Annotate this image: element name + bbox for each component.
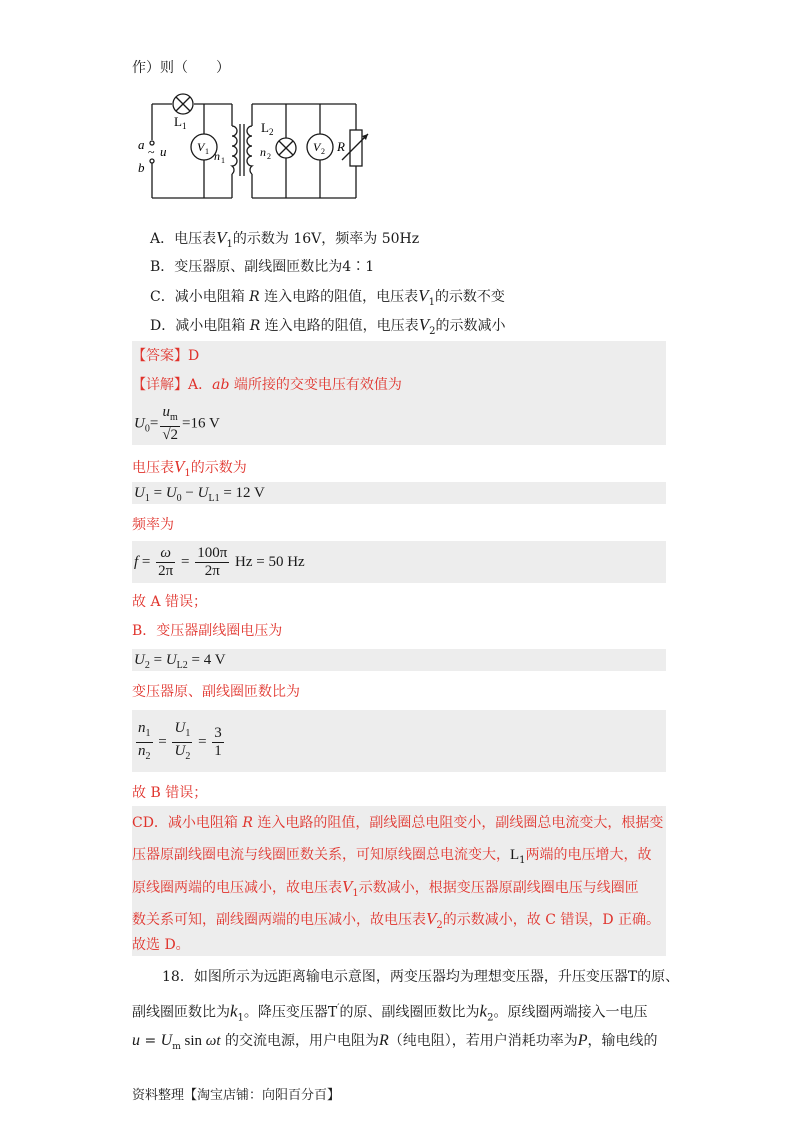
svg-text:1: 1 — [182, 121, 187, 131]
voltmeter-v1-label: V — [197, 140, 205, 154]
svg-text:1: 1 — [205, 147, 209, 156]
cd-line-2: 压器原副线圈电流与线圈匝数关系，可知原线圈总电流变大，$L_1$两端的电压增大，故 — [132, 847, 652, 866]
ac-symbol: ~ — [148, 145, 155, 159]
circuit-diagram — [130, 88, 370, 206]
question-fragment: 作）则（ ） — [132, 60, 230, 76]
question-18-line-1: 18．如图所示为远距离输电示意图，两变压器均为理想变压器，升压变压器T的原、 — [162, 969, 680, 985]
conclusion-a-wrong: 故 A 错误； — [132, 594, 208, 610]
option-a: A．电压表$V_1$的示数为 16V，频率为 50Hz — [150, 228, 420, 250]
frequency-label: 频率为 — [132, 517, 174, 533]
equation-frequency: f = $\frac{\omega}{2\pi}$ = $\frac{100\pi}{2\pi}$ Hz = 50 Hz — [134, 545, 305, 580]
svg-text:2: 2 — [321, 147, 325, 156]
equation-effective-voltage: $U_0=$ $\frac{u_m}{√2}$ =16 V — [134, 404, 220, 443]
terminal-a-label: a — [138, 137, 145, 152]
coil-n1-label: n — [214, 149, 220, 163]
v1-reading-label: 电压表$V_1$的示数为 — [132, 457, 247, 479]
option-d: D．减小电阻箱 R 连入电路的阻值，电压表$V_2$的示数减小 — [150, 315, 506, 337]
question-18-line-2: 副线圈匝数比为$k_1$。降压变压器T′的原、副线圈匝数比为$k_2$。原线圈两端接入一电压 — [132, 1001, 648, 1024]
equation-v1: $U_1 = U_0 - U_{L1} = 12$ V — [134, 485, 265, 504]
cd-line-4: 数关系可知，副线圈两端的电压减小，故电压表$V_2$的示数减小，故 C 错误，D 正确。 — [132, 909, 661, 931]
equation-turns-ratio: $\frac{n_1}{n_2}$ = $\frac{U_1}{U_2}$ = $\frac{3}{1}$ — [138, 720, 222, 762]
conclusion-b-wrong: 故 B 错误； — [132, 785, 208, 801]
question-18-line-3: $u = U_m$ sin ωt 的交流电源，用户电阻为R（纯电阻），若用户消耗功率为P，输电线的 — [132, 1032, 658, 1052]
cd-line-1: CD．减小电阻箱 R 连入电路的阻值，副线圈总电阻变小，副线圈总电流变大，根据变 — [132, 815, 664, 831]
svg-text:2: 2 — [269, 127, 274, 137]
cd-line-5: 故选 D。 — [132, 937, 190, 953]
svg-text:2: 2 — [267, 152, 271, 161]
detail-line: 【详解】A．ab 端所接的交变电压有效值为 — [132, 377, 402, 393]
cd-line-3: 原线圈两端的电压减小，故电压表$V_1$示数减小，根据变压器原副线圈电压与线圈匝 — [132, 877, 639, 899]
secondary-voltage-label: B．变压器副线圈电压为 — [132, 623, 283, 639]
svg-text:1: 1 — [221, 156, 225, 165]
coil-n2-label: n — [260, 145, 266, 159]
lamp-l1-label: L — [174, 114, 182, 129]
terminal-b-label: b — [138, 160, 145, 175]
footer-source: 资料整理【淘宝店铺：向阳百分百】 — [132, 1088, 341, 1103]
lamp-l2-label: L — [261, 120, 269, 135]
turns-ratio-label: 变压器原、副线圈匝数比为 — [132, 684, 300, 700]
resistor-r-label: R — [337, 139, 345, 154]
option-c: C．减小电阻箱 R 连入电路的阻值，电压表$V_1$的示数不变 — [150, 286, 505, 308]
answer-line: 【答案】D — [132, 348, 200, 364]
voltage-u-label: u — [160, 144, 167, 159]
equation-secondary-voltage: $U_2 = U_{L2} = 4$ V — [134, 652, 226, 671]
voltmeter-v2-label: V — [313, 140, 321, 154]
option-b: B．变压器原、副线圈匝数比为4∶1 — [150, 259, 375, 275]
